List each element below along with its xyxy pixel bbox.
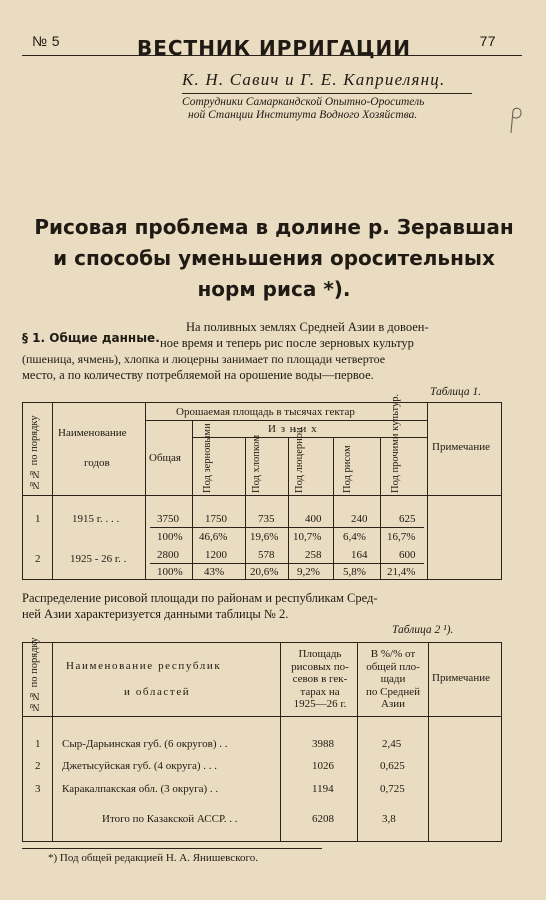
t1-row2-p-other: 21,4%: [387, 566, 416, 578]
t2-col-name-2: и областей: [124, 686, 191, 698]
table2-caption: Таблица 2 ¹).: [392, 624, 454, 636]
t2-row3-name: Каракалпакская обл. (3 округа) . .: [62, 783, 219, 795]
t1-col-total: Общая: [149, 452, 181, 464]
t1-row1-total: 3750: [157, 513, 179, 525]
t1-row1-p-rice: 6,4%: [343, 531, 366, 543]
affiliation: Сотрудники Самаркандской Опытно-Ороситель ной Станции Института Водного Хозяйства.: [182, 96, 425, 121]
article-title: Рисовая проблема в долине р. Зеравшан и способы уменьшения оросительных норм риса *).: [34, 215, 514, 301]
t2-total-pct: 3,8: [382, 813, 396, 825]
t1-row2-total: 2800: [157, 549, 179, 561]
pencil-mark-icon: [505, 105, 527, 135]
footnote-rule: [22, 848, 322, 849]
t1-row1-rice: 240: [351, 513, 368, 525]
t1-row1-lucerne: 400: [305, 513, 322, 525]
t1-row1-p-total: 100%: [157, 531, 183, 543]
t2-row2-area: 1026: [312, 760, 334, 772]
t1-row1-cotton: 735: [258, 513, 275, 525]
t1-col-grain: Под зерновыми: [202, 423, 213, 493]
intro-line-3: (пшеница, ячмень), хлопка и люцерны занимает по площади четвертое: [22, 352, 386, 366]
t1-row2-cotton: 578: [258, 549, 275, 561]
t1-row1-name: 1915 г. . . .: [72, 513, 120, 525]
running-header: [22, 30, 524, 60]
t1-row2-no: 2: [35, 553, 41, 565]
t1-col-lucerne: Под люцерной: [294, 427, 305, 493]
t2-col-area: Площадь рисовых по- севов в гек- тарах на 1925—26 г.: [291, 648, 349, 710]
t1-row1-no: 1: [35, 513, 41, 525]
t2-row1-pct: 2,45: [382, 738, 402, 750]
t1-row1-p-lucerne: 10,7%: [293, 531, 322, 543]
issue-number: № 5: [32, 33, 60, 49]
t2-row2-pct: 0,625: [380, 760, 405, 772]
t2-col-name-1: Наименование республик: [66, 660, 222, 672]
t1-col-no: №№ по порядку: [29, 415, 40, 490]
intro-line-1: На поливных землях Средней Азии в довоен-: [186, 320, 429, 334]
t1-row1-other: 625: [399, 513, 416, 525]
t1-col-other: Под прочими культур.: [390, 393, 401, 493]
t2-col-note: Примечание: [432, 672, 490, 684]
t2-col-pct: В %/% от общей пло- щади по Средней Азии: [366, 648, 420, 710]
t1-row2-p-grain: 43%: [204, 566, 225, 578]
authors: К. Н. Савич и Г. Е. Каприелянц.: [182, 70, 446, 89]
t2-row1-name: Сыр-Дарьинская губ. (6 округов) . .: [62, 738, 228, 750]
t2-row3-no: 3: [35, 783, 41, 795]
t1-row2-p-lucerne: 9,2%: [297, 566, 320, 578]
t2-row2-no: 2: [35, 760, 41, 772]
t1-col-name-2: годов: [84, 457, 110, 469]
t2-row2-name: Джетысуйская губ. (4 округа) . . .: [62, 760, 218, 772]
t1-row2-name: 1925 - 26 г. .: [70, 553, 127, 565]
t2-row1-area: 3988: [312, 738, 334, 750]
mid-line-1: Распределение рисовой площади по районам и республикам Сред-: [22, 591, 378, 605]
t1-row2-grain: 1200: [205, 549, 227, 561]
section-heading: § 1. Общие данные.: [22, 331, 160, 345]
t1-row2-other: 600: [399, 549, 416, 561]
t1-row2-p-total: 100%: [157, 566, 183, 578]
t2-row1-no: 1: [35, 738, 41, 750]
t1-row1-p-other: 16,7%: [387, 531, 416, 543]
t1-row2-lucerne: 258: [305, 549, 322, 561]
t1-col-note: Примечание: [432, 441, 490, 453]
table1-caption: Таблица 1.: [430, 386, 482, 398]
mid-line-2: ней Азии характеризуется данными таблицы № 2.: [22, 607, 289, 621]
t1-col-name-1: Наименование: [58, 427, 127, 439]
t1-col-cotton: Под хлопком: [251, 434, 262, 493]
t1-row1-p-grain: 46,6%: [199, 531, 228, 543]
t2-row3-area: 1194: [312, 783, 334, 795]
t2-col-no: №№ по порядку: [29, 637, 40, 712]
t1-row2-p-rice: 5,8%: [343, 566, 366, 578]
t1-row1-grain: 1750: [205, 513, 227, 525]
t1-row1-p-cotton: 19,6%: [250, 531, 279, 543]
t1-col-sub: И з н и х: [268, 423, 318, 435]
intro-line-4: место, а по количеству потребляемой на орошение воды—первое.: [22, 368, 374, 382]
t2-total-name: Итого по Казакской АССР. . .: [102, 813, 238, 825]
t1-row2-rice: 164: [351, 549, 368, 561]
t2-total-area: 6208: [312, 813, 334, 825]
t2-row3-pct: 0,725: [380, 783, 405, 795]
header-rule: [22, 55, 522, 56]
journal-title: ВЕСТНИК ИРРИГАЦИИ: [136, 36, 412, 60]
t1-col-rice: Под рисом: [342, 445, 353, 493]
intro-line-2: ное время и теперь рис после зерновых культур: [160, 336, 414, 350]
footnote: *) Под общей редакцией Н. А. Янишевского.: [48, 852, 258, 864]
authors-underline: [182, 93, 472, 94]
t1-row2-p-cotton: 20,6%: [250, 566, 279, 578]
page-number: 77: [479, 33, 496, 49]
t1-col-group: Орошаемая площадь в тысячах гектар: [176, 406, 355, 418]
